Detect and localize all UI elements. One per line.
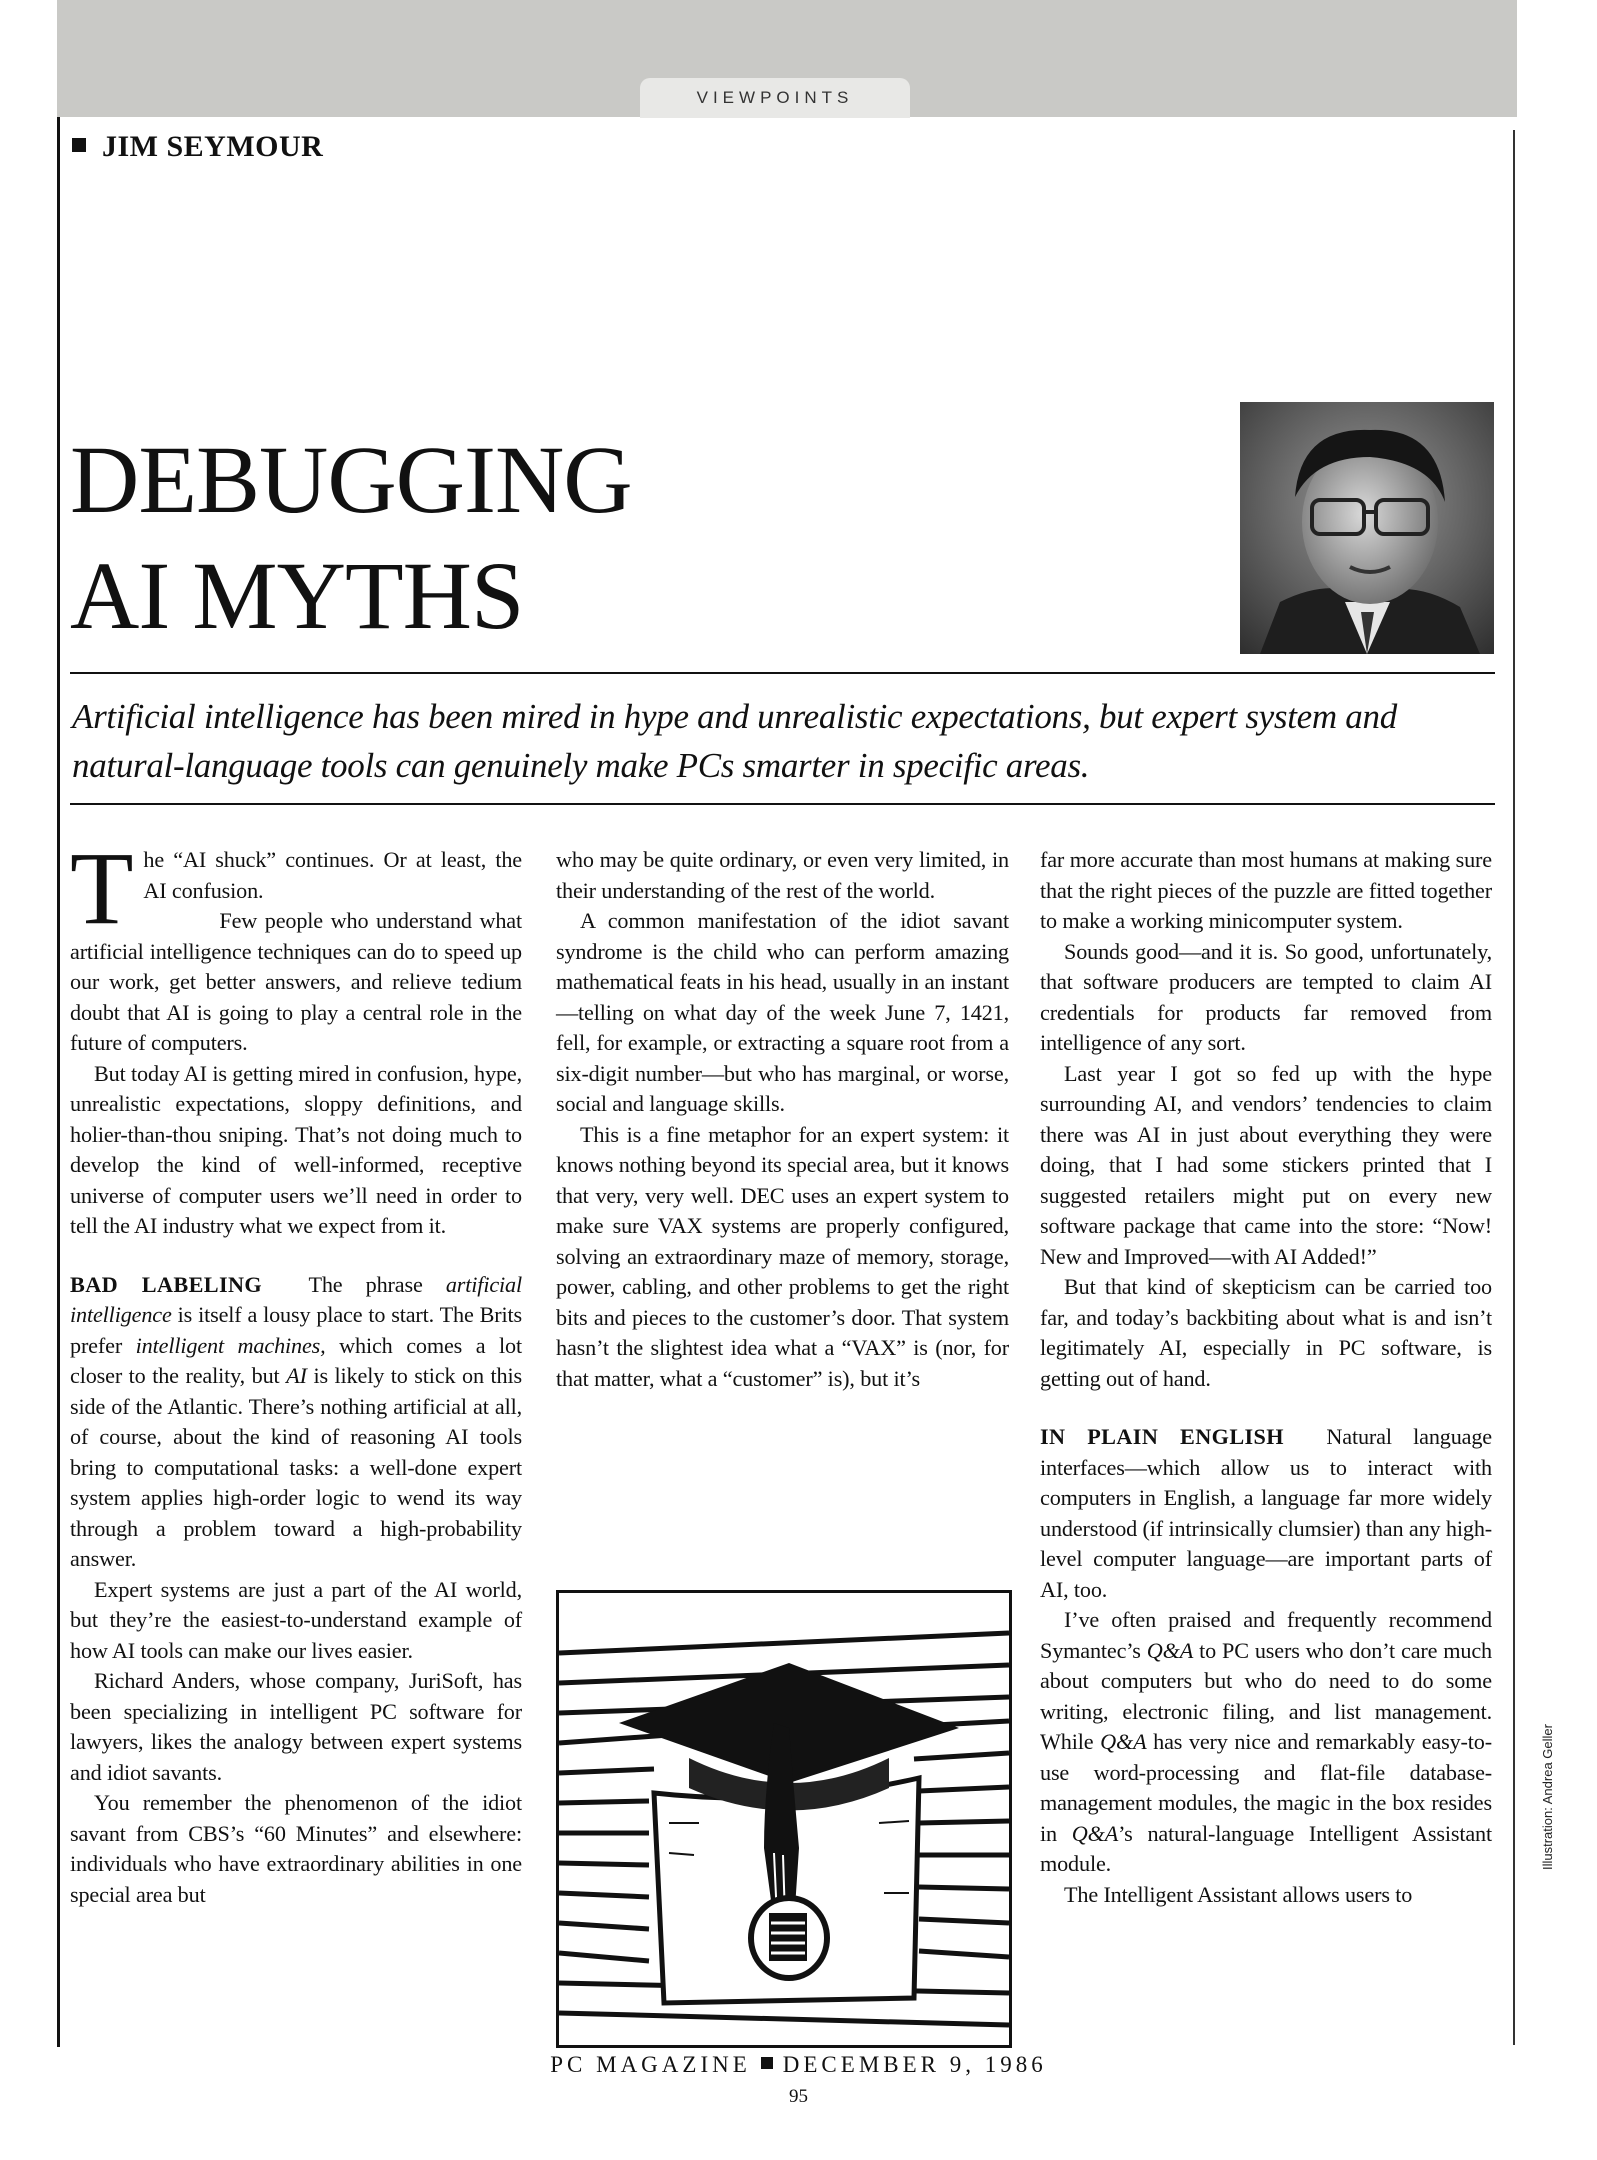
emphasis: Q&A: [1146, 1637, 1194, 1663]
text: which comes a lot closer to the reality, but: [70, 1332, 522, 1388]
text: ’s natural-language Intelligent Assistant module.: [1040, 1820, 1493, 1876]
text: The phrase: [308, 1271, 423, 1297]
paragraph: Last year I got so fed up with the hype surrounding AI, and vendors’ tendencies to claim there was AI in just about everything they were doing, that I had some stickers printed that I suggested retailers might put on every new software package that came into the store: “Now! New and Improved—with AI Added!”: [1040, 1060, 1492, 1269]
publication-name: PC MAGAZINE: [550, 2052, 751, 2077]
column-2: [556, 845, 1009, 1394]
text: is itself a lousy place to start. The Brits prefer: [70, 1302, 522, 1358]
paragraph: A common manifestation of the idiot savant syndrome is the child who can perform amazing mathematical feats in his head, usually in an instant—telling on what day of the week June 7, 1421, fell, for example, or extracting a square root from a six-digit number—but who has marginal, or worse, social and language skills.: [556, 908, 1009, 1116]
issue-date: DECEMBER 9, 1986: [782, 2052, 1047, 2077]
subhead-in-plain-english: IN PLAIN ENGLISH: [1040, 1424, 1284, 1449]
paragraph: This is a fine metaphor for an expert system: it knows nothing beyond its special area, but it knows that very, very well. DEC uses an expert system to make sure VAX systems are properly configured, solving an extraordinary maze of memory, storage, power, cabling, and other problems to get the right bits and pieces to the customer’s door. That system hasn’t the slightest idea what a “VAX” is (nor, for that matter, what a “customer” is), but it’s: [556, 1121, 1009, 1391]
paragraph: [70, 1270, 522, 1575]
bullet-square-icon: [761, 2057, 773, 2069]
text: is likely to stick on this side of the Atlantic. There’s nothing artificial at all, of course, about the kind of reasoning AI tools bring to computational tasks: a well-done expert system applies high-order logic to wend its way through a problem toward a high-probability answer.: [70, 1363, 523, 1571]
paragraph: who may be quite ordinary, or even very limited, in their understanding of the rest of the world.: [556, 847, 1009, 903]
deck-bottom-rule: [70, 803, 1495, 805]
paragraph: [1040, 1605, 1492, 1880]
emphasis: intelligent machines,: [135, 1332, 326, 1358]
page-footer: [0, 2052, 1597, 2078]
illustration-credit: Illustration: Andrea Geller: [1540, 1724, 1555, 1870]
column-1: [70, 831, 523, 1910]
emphasis: AI: [286, 1363, 307, 1388]
paragraph: Richard Anders, whose company, JuriSoft, has been specializing in intelligent PC software for lawyers, likes the analogy between expert systems and idiot savants.: [70, 1668, 522, 1785]
text: to PC users who don’t care much about computers but who do need to do some writing, electronic filing, and list management. While: [1040, 1637, 1492, 1754]
graduation-cap-illustration: [556, 1590, 1012, 2048]
author-name: JIM SEYMOUR: [102, 130, 324, 163]
paragraph: The Intelligent Assistant allows users to: [1064, 1881, 1413, 1907]
deck-top-rule: [70, 672, 1495, 674]
page-number: 95: [789, 2086, 808, 2107]
paragraph: Expert systems are just a part of the AI world, but they’re the easiest-to-understand example of how AI tools can make our lives easier.: [70, 1576, 522, 1663]
article-deck: Artificial intelligence has been mired in hype and unrealistic expectations, but expert system and natural-language tools can genuinely make PCs smarter in specific areas.: [72, 697, 1397, 785]
right-column-rule: [1513, 130, 1515, 2045]
drop-cap: T: [70, 831, 134, 946]
subhead-bad-labeling: BAD LABELING: [70, 1271, 263, 1297]
article-title: [70, 422, 1190, 654]
section-label: VIEWPOINTS: [640, 78, 910, 118]
title-line-2: AI MYTHS: [70, 542, 524, 649]
paragraph: far more accurate than most humans at making sure that the right pieces of the puzzle are fitted together to make a working minicomputer system.: [1040, 847, 1492, 933]
author-byline: [72, 130, 323, 164]
paragraph: But that kind of skepticism can be carried too far, and today’s backbiting about what is and isn’t legitimately AI, especially in PC software, is getting out of hand.: [1040, 1274, 1492, 1391]
paragraph: Sounds good—and it is. So good, unfortunately, that software producers are tempted to claim AI credentials for products far removed from intelligence of any sort.: [1040, 938, 1492, 1055]
text: Natural language interfaces—which allow us to interact with computers in English, a language far more widely understood (if intrinsically clumsier) than any high-level computer language—are important parts of AI, too.: [1040, 1424, 1492, 1602]
bullet-square-icon: [72, 138, 86, 152]
paragraph: Few people who understand what artificial intelligence techniques can do to speed up our work, get better answers, and relieve tedium doubt that AI is going to play a central role in the future of computers.: [70, 908, 522, 1055]
title-line-1: DEBUGGING: [70, 426, 632, 533]
text: he “AI shuck” continues. Or at least, the AI confusion.: [143, 847, 522, 903]
emphasis: artificial intelligence: [70, 1271, 523, 1327]
text: has very nice and remarkably easy-to-use word-processing and flat-file database-management modules, the magic in the box resides in: [1040, 1729, 1492, 1846]
left-column-rule: [57, 117, 60, 2047]
emphasis: Q&A: [1071, 1820, 1119, 1846]
author-photo: [1240, 402, 1494, 654]
paragraph: But today AI is getting mired in confusion, hype, unrealistic expectations, sloppy definitions, and holier-than-thou sniping. That’s not doing much to develop the kind of well-informed, receptive universe of computer users we’ll need in order to tell the AI industry what we expect from it.: [70, 1060, 522, 1238]
paragraph: [1040, 1422, 1492, 1605]
paragraph: [70, 831, 522, 946]
text: I’ve often praised and frequently recommend Symantec’s: [1040, 1607, 1492, 1663]
emphasis: Q&A: [1100, 1729, 1147, 1754]
column-3: [1040, 845, 1492, 1910]
paragraph: You remember the phenomenon of the idiot savant from CBS’s “60 Minutes” and elsewhere: individuals who have extraordinary abilities in one special area but: [70, 1790, 522, 1907]
